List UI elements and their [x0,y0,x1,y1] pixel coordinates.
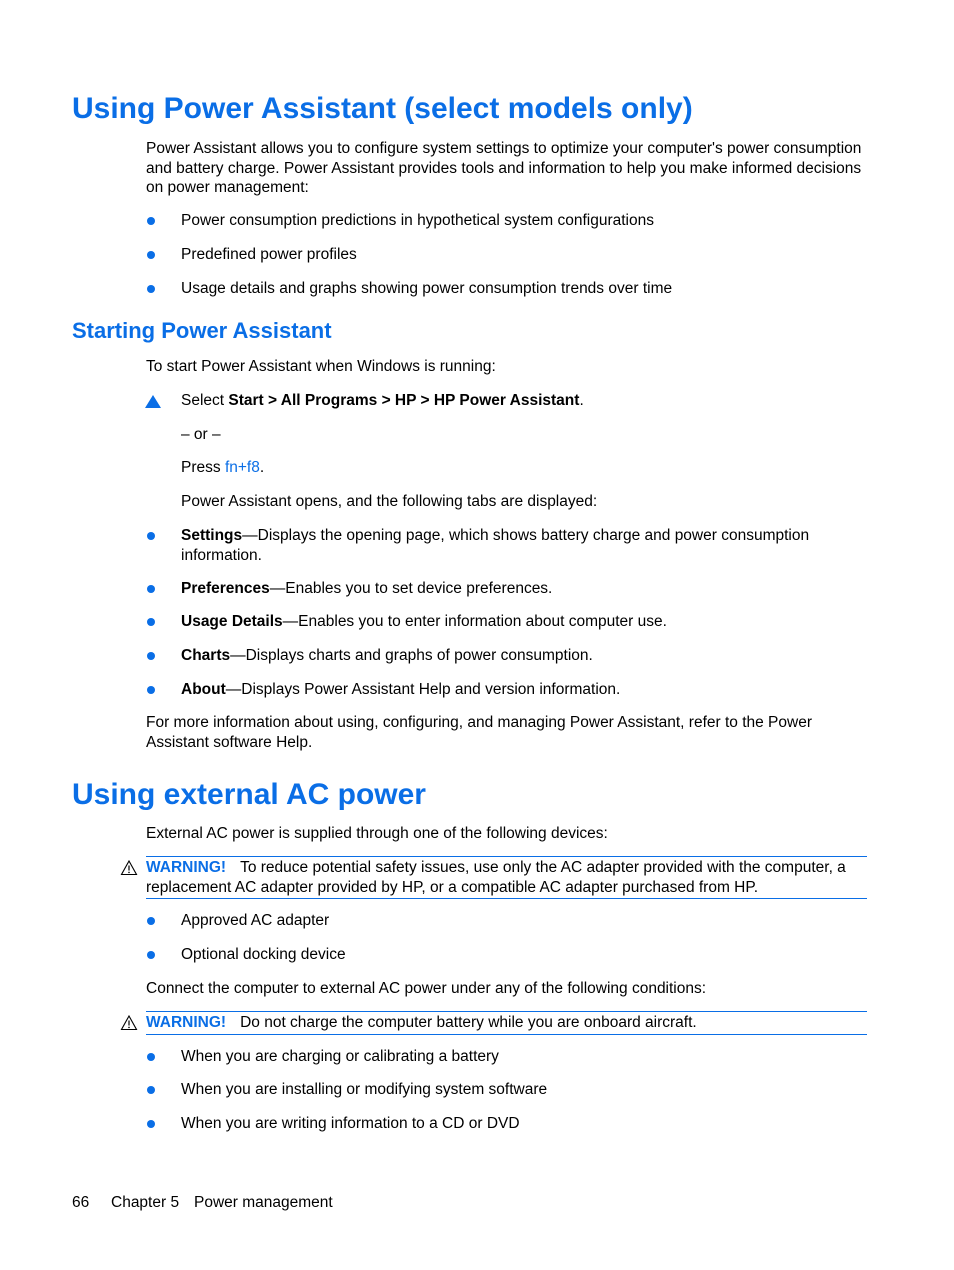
starting-intro: To start Power Assistant when Windows is running: [146,358,496,375]
warning-triangle-icon [120,1014,138,1032]
bullet-dot-icon [147,951,155,959]
list-item: About—Displays Power Assistant Help and version information. [181,681,621,698]
bullet-dot-icon [147,585,155,593]
step-instruction: Select Start > All Programs > HP > HP Power Assistant. [181,392,584,409]
list-item: Approved AC adapter [181,912,330,929]
list-item: Optional docking device [181,946,346,963]
list-item: Usage Details—Enables you to enter information about computer use. [181,613,667,630]
subsection-heading-starting: Starting Power Assistant [72,318,332,343]
list-item: When you are charging or calibrating a battery [181,1048,499,1065]
step-triangle-icon [145,395,161,408]
warning-box [146,1011,867,1035]
page-number: 66 [72,1194,90,1211]
bullet-dot-icon [147,1053,155,1061]
warning-label: WARNING! [146,859,227,876]
bullet-dot-icon [147,532,155,540]
list-item: Settings—Displays the opening page, which shows battery charge and power consumption information. [181,527,810,564]
menu-path: Start > All Programs > HP > HP Power Assistant [228,392,580,409]
bullet-dot-icon [147,652,155,660]
bullet-dot-icon [147,285,155,293]
bullet-dot-icon [147,618,155,626]
warning-text: To reduce potential safety issues, use only the AC adapter provided with the computer, a replacement AC adapter provided by HP, or a compatible AC adapter purchased from HP. [146,859,846,896]
power-assistant-intro: Power Assistant allows you to configure system settings to optimize your computer's power consumption and battery charge. Power Assistant provides tools and information to help you make informed decisions on power management: [146,140,862,196]
footer-chapter-title: Power management [194,1194,333,1211]
or-separator: – or – [181,426,221,443]
bullet-dot-icon [147,1120,155,1128]
section-heading-power-assistant: Using Power Assistant (select models only) [72,92,693,125]
section-heading-external-ac: Using external AC power [72,778,426,811]
bullet-dot-icon [147,686,155,694]
press-instruction: Press fn+f8. [181,459,265,476]
footer-chapter: Chapter 5 [111,1194,180,1211]
more-info-text: For more information about using, configuring, and managing Power Assistant, refer to the Power Assistant software Help. [146,714,812,751]
connect-conditions-text: Connect the computer to external AC power under any of the following conditions: [146,980,707,997]
external-ac-intro: External AC power is supplied through one of the following devices: [146,825,608,842]
bullet-dot-icon [147,217,155,225]
list-item: Usage details and graphs showing power consumption trends over time [181,280,673,297]
warning-box [146,856,867,899]
list-item: Power consumption predictions in hypothetical system configurations [181,212,654,229]
bullet-dot-icon [147,251,155,259]
warning-label: WARNING! [146,1014,227,1031]
opens-text: Power Assistant opens, and the following tabs are displayed: [181,493,598,510]
bullet-dot-icon [147,917,155,925]
warning-triangle-icon [120,859,138,877]
list-item: When you are installing or modifying system software [181,1081,548,1098]
list-item: When you are writing information to a CD or DVD [181,1115,520,1132]
list-item: Predefined power profiles [181,246,357,263]
keyboard-shortcut: fn+f8 [224,459,260,476]
warning-text: Do not charge the computer battery while you are onboard aircraft. [240,1014,697,1031]
bullet-dot-icon [147,1086,155,1094]
list-item: Preferences—Enables you to set device preferences. [181,580,553,597]
list-item: Charts—Displays charts and graphs of power consumption. [181,647,593,664]
